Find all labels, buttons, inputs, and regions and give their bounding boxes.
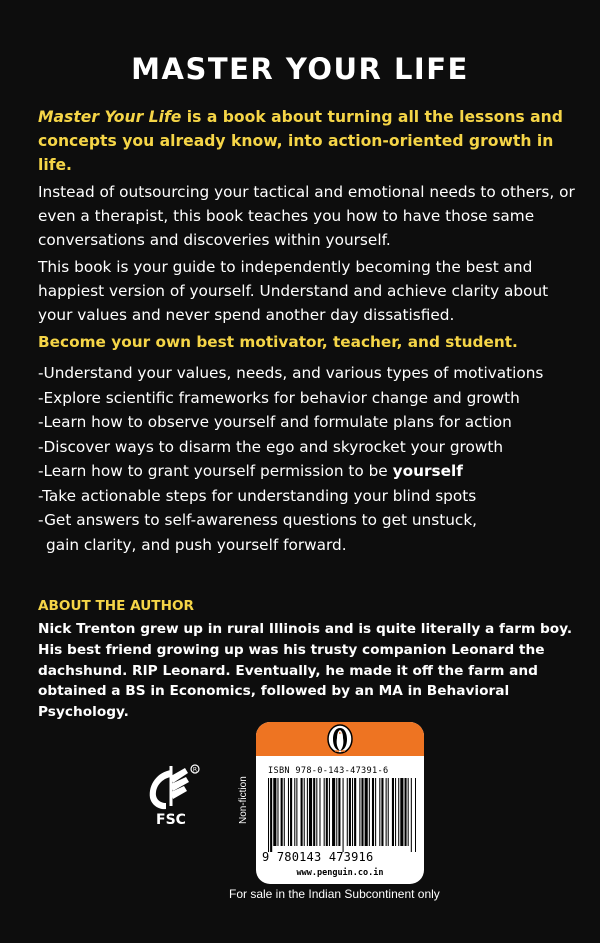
list-item — [38, 508, 598, 557]
barcode — [268, 778, 416, 852]
sale-territory-note: For sale in the Indian Subcontinent only — [229, 887, 440, 901]
list-item: -Explore scientific frameworks for behavior change and growth — [38, 388, 520, 407]
list-item — [38, 459, 598, 484]
fsc-label: FSC — [156, 812, 186, 828]
category-label: Non-fiction — [238, 776, 249, 824]
barcode-panel — [256, 722, 424, 884]
lead-paragraph — [38, 105, 568, 177]
publisher-band — [256, 722, 424, 756]
list-item: -Understand your values, needs, and various types of motivations — [38, 364, 544, 382]
description-paragraph-1: Instead of outsourcing your tactical and emotional needs to others, or even a therapist, this book teaches you how to have those same conversations and discoveries within yourself. — [38, 183, 575, 249]
list-item: -Discover ways to disarm the ego and skyrocket your growth — [38, 437, 504, 456]
isbn-digits: 9 780143 473916 — [262, 850, 374, 864]
book-title-heading: MASTER YOUR LIFE — [131, 52, 469, 86]
svg-text:R: R — [192, 766, 198, 774]
fsc-logo-icon — [140, 762, 202, 828]
list-item-line-1: -Get answers to self-awareness questions to get unstuck, — [38, 511, 478, 529]
about-author-heading: ABOUT THE AUTHOR — [38, 598, 194, 614]
about-author-text: Nick Trenton grew up in rural Illinois and is quite literally a farm boy. His best friend growing up was his trusty companion Leonard the dachshund. RIP Leonard. Eventually, he made it off the farm and obtained a BS in Economics, followed by an MA in Behavioral Psychology. — [38, 621, 573, 721]
list-item: -Learn how to observe yourself and formulate plans for action — [38, 413, 512, 431]
publisher-website: www.penguin.co.in — [296, 868, 384, 878]
list-item-emphasis: yourself — [392, 462, 463, 480]
description-paragraph-2: This book is your guide to independently becoming the best and happiest version of yourself. Understand and achieve clarity about your values and never spend another day dissatisfied. — [38, 258, 549, 324]
lead-book-title: Master Your Life — [38, 108, 182, 126]
lead-text: is a book about turning all the lessons and concepts you already know, into action-oriented growth in life. — [38, 108, 563, 174]
benefits-list — [38, 361, 598, 557]
penguin-logo-icon — [326, 724, 354, 754]
list-item: -Take actionable steps for understanding your blind spots — [38, 486, 477, 505]
isbn-label: ISBN 978-0-143-47391-6 — [268, 766, 389, 776]
list-item-line-2: gain clarity, and push yourself forward. — [46, 535, 347, 554]
list-item-text: -Learn how to grant yourself permission to be — [38, 462, 393, 480]
tagline: Become your own best motivator, teacher, and student. — [38, 333, 518, 351]
